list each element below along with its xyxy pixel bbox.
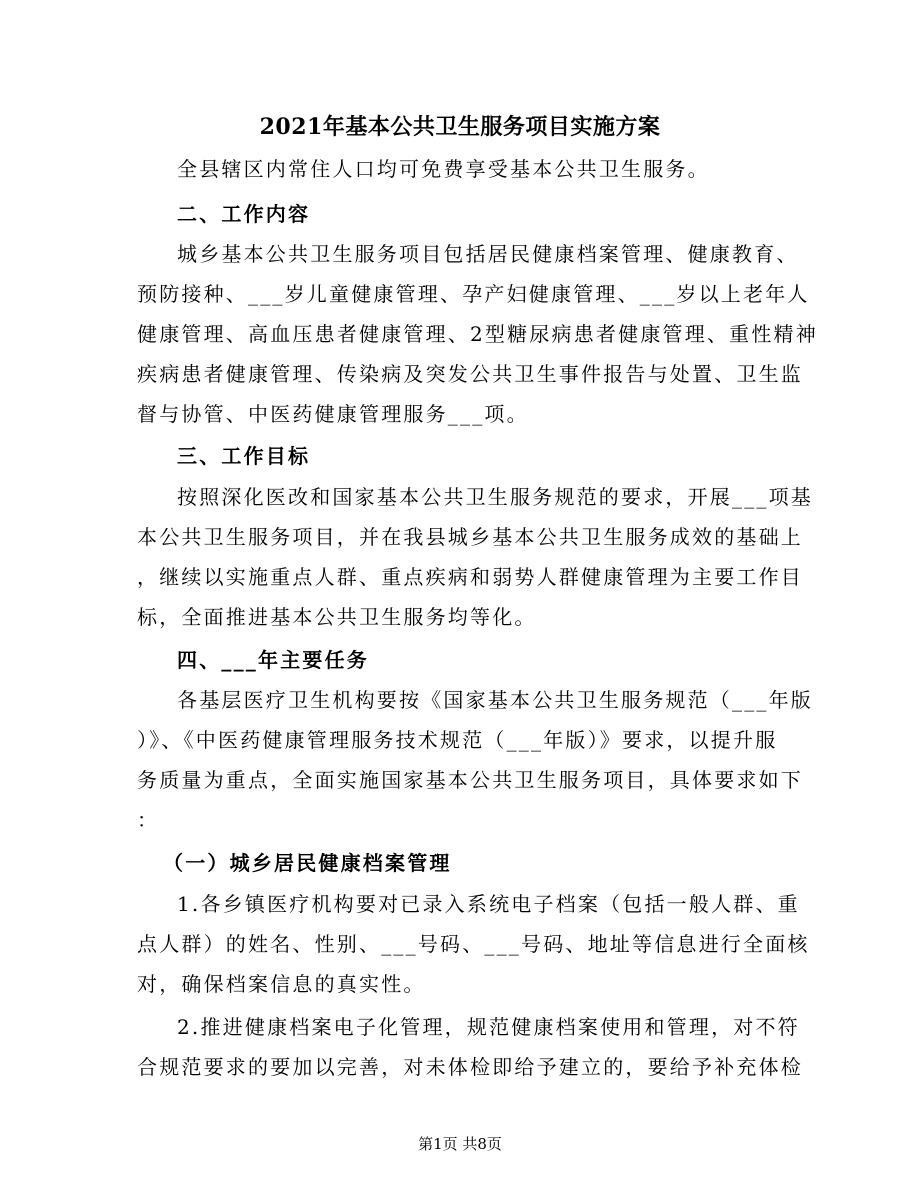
paragraph-line: 督与协管、中医药健康管理服务___项。 <box>137 402 529 426</box>
subsection-heading: （一）城乡居民健康档案管理 <box>163 851 452 875</box>
paragraph-line: 合规范要求的要加以完善，对未体检即给予建立的，要给予补充体检 <box>137 1055 803 1079</box>
paragraph-line: 预防接种、___岁儿童健康管理、孕产妇健康管理、___岁以上老年人 <box>137 282 810 306</box>
paragraph-line: 1.各乡镇医疗机构要对已录入系统电子档案（包括一般人群、重 <box>177 892 800 916</box>
section-heading: 三、工作目标 <box>177 444 311 468</box>
page-number-footer: 第1页 共8页 <box>418 1135 502 1153</box>
section-heading: 四、___年主要任务 <box>177 648 369 672</box>
document-title: 2021年基本公共卫生服务项目实施方案 <box>259 114 661 140</box>
paragraph-line: 对，确保档案信息的真实性。 <box>137 972 426 996</box>
paragraph-line: 健康管理、高血压患者健康管理、2型糖尿病患者健康管理、重性精神 <box>137 322 818 346</box>
paragraph-line: ： <box>137 808 160 832</box>
section-heading: 二、工作内容 <box>177 202 311 226</box>
paragraph-line: 点人群）的姓名、性别、___号码、___号码、地址等信息进行全面核 <box>137 932 810 956</box>
paragraph-line: 各基层医疗卫生机构要按《国家基本公共卫生服务规范（___年版 <box>177 688 813 712</box>
paragraph-line: 城乡基本公共卫生服务项目包括居民健康档案管理、健康教育、 <box>177 242 799 266</box>
paragraph-line: 疾病患者健康管理、传染病及突发公共卫生事件报告与处置、卫生监 <box>137 362 803 386</box>
paragraph-line: 按照深化医改和国家基本公共卫生服务规范的要求，开展___项基 <box>177 485 813 509</box>
paragraph-line: 本公共卫生服务项目，并在我县城乡基本公共卫生服务成效的基础上 <box>137 525 803 549</box>
paragraph-line: 2.推进健康档案电子化管理，规范健康档案使用和管理，对不符 <box>177 1015 800 1039</box>
paragraph-line: ，继续以实施重点人群、重点疾病和弱势人群健康管理为主要工作目 <box>137 565 803 589</box>
paragraph-line: 全县辖区内常住人口均可免费享受基本公共卫生服务。 <box>177 157 710 181</box>
paragraph-line: 务质量为重点，全面实施国家基本公共卫生服务项目，具体要求如下 <box>137 768 803 792</box>
paragraph-line: 标，全面推进基本公共卫生服务均等化。 <box>137 605 537 629</box>
paragraph-line: ）》、《中医药健康管理服务技术规范（___年版）》要求，以提升服 <box>137 728 778 752</box>
